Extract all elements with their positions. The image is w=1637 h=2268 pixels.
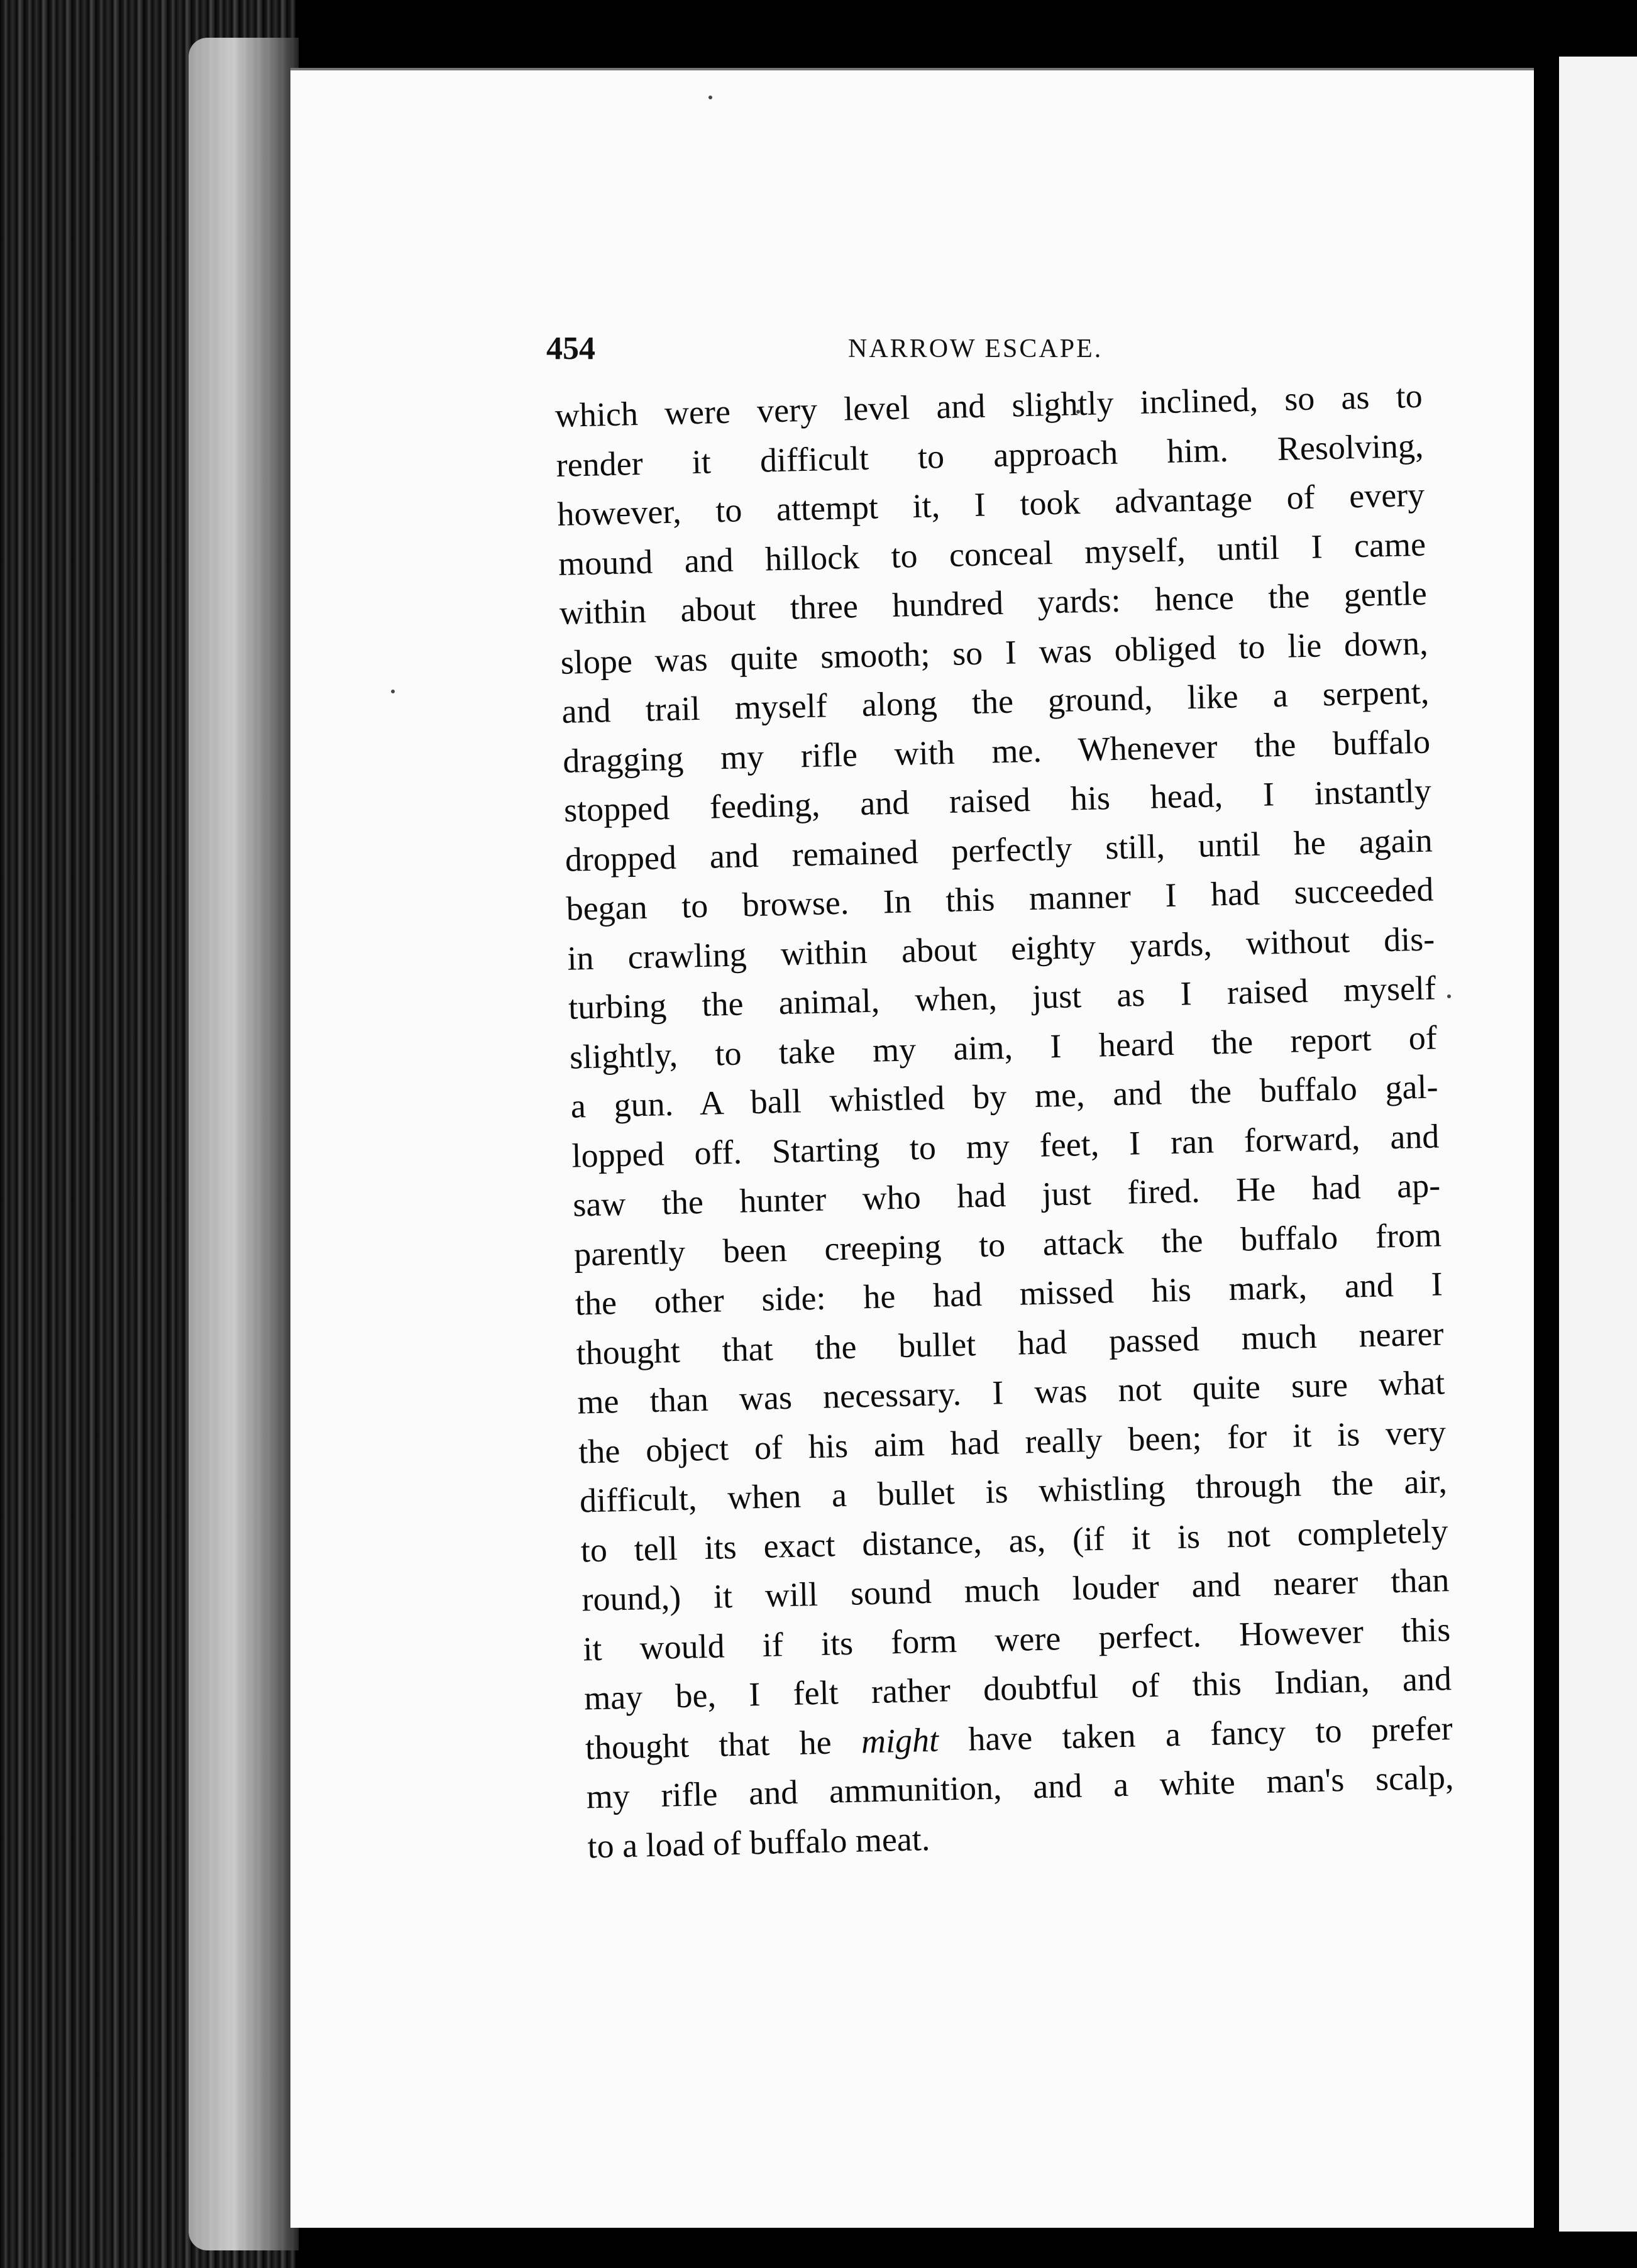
facing-page-edge: [1559, 57, 1637, 2232]
text-line: the object of his aim had really been; for it is very: [578, 1412, 1447, 1471]
text-line-last: to a load of buffalo meat.: [587, 1819, 930, 1865]
text-line: within about three hundred yards: hence the gentle: [559, 574, 1428, 632]
running-head: NARROW ESCAPE.: [848, 334, 1103, 363]
speck: [391, 690, 395, 693]
text-segment: thought that he: [585, 1723, 832, 1766]
text-line: and trail myself along the ground, like a serpent,: [561, 673, 1430, 730]
text-line: it would if its form were perfect. However this: [582, 1610, 1451, 1668]
text-line: thought that the bullet had passed much nearer: [576, 1314, 1445, 1372]
text-line: render it difficult to approach him. Resolving,: [555, 426, 1424, 484]
text-line: in crawling within about eighty yards, without dis-: [566, 919, 1435, 977]
text-line: which were very level and slightly inclined, so as to: [554, 377, 1423, 434]
book-page: [290, 68, 1534, 2228]
speck: [1447, 994, 1451, 998]
text-line: me than was necessary. I was not quite sure what: [576, 1363, 1445, 1421]
text-line: round,) it will sound much louder and nearer than: [581, 1561, 1450, 1619]
text-line: a gun. A ball whistled by me, and the buffalo gal-: [570, 1067, 1439, 1125]
text-line: stopped feeding, and raised his head, I instantly: [563, 771, 1432, 829]
speck: [708, 96, 712, 99]
text-segment: have taken a fancy to prefer: [967, 1709, 1453, 1758]
text-line: dragging my rifle with me. Whenever the buffalo: [562, 722, 1431, 780]
text-line: to tell its exact distance, as, (if it is not completely: [580, 1511, 1449, 1570]
text-line: may be, I felt rather doubtful of this Indian, and: [583, 1660, 1452, 1717]
text-line: dropped and remained perfectly still, until he again: [565, 821, 1433, 879]
text-line: slope was quite smooth; so I was obliged to lie down,: [560, 624, 1429, 681]
text-line: slightly, to take my aim, I heard the report of: [569, 1018, 1438, 1076]
page-number: 454: [546, 331, 595, 366]
text-line: began to browse. In this manner I had succeeded: [566, 870, 1435, 928]
text-line: my rifle and ammunition, and a white man's scalp,: [586, 1758, 1455, 1816]
body-text: [554, 372, 1455, 1871]
text-line: turbing the animal, when, just as I raised myself: [568, 969, 1436, 1027]
italic-word: might: [861, 1720, 939, 1760]
text-line: the other side: he had missed his mark, and I: [575, 1265, 1443, 1323]
text-line: however, to attempt it, I took advantage of every: [556, 475, 1425, 533]
page-curl: [189, 38, 299, 2250]
text-line: difficult, when a bullet is whistling through the air,: [579, 1462, 1448, 1520]
text-line: parently been creeping to attack the buffalo from: [573, 1215, 1442, 1274]
text-line: saw the hunter who had just fired. He had ap-: [572, 1166, 1441, 1224]
text-line: mound and hillock to conceal myself, until I came: [558, 525, 1426, 583]
text-line: lopped off. Starting to my feet, I ran forward, and: [571, 1116, 1440, 1175]
